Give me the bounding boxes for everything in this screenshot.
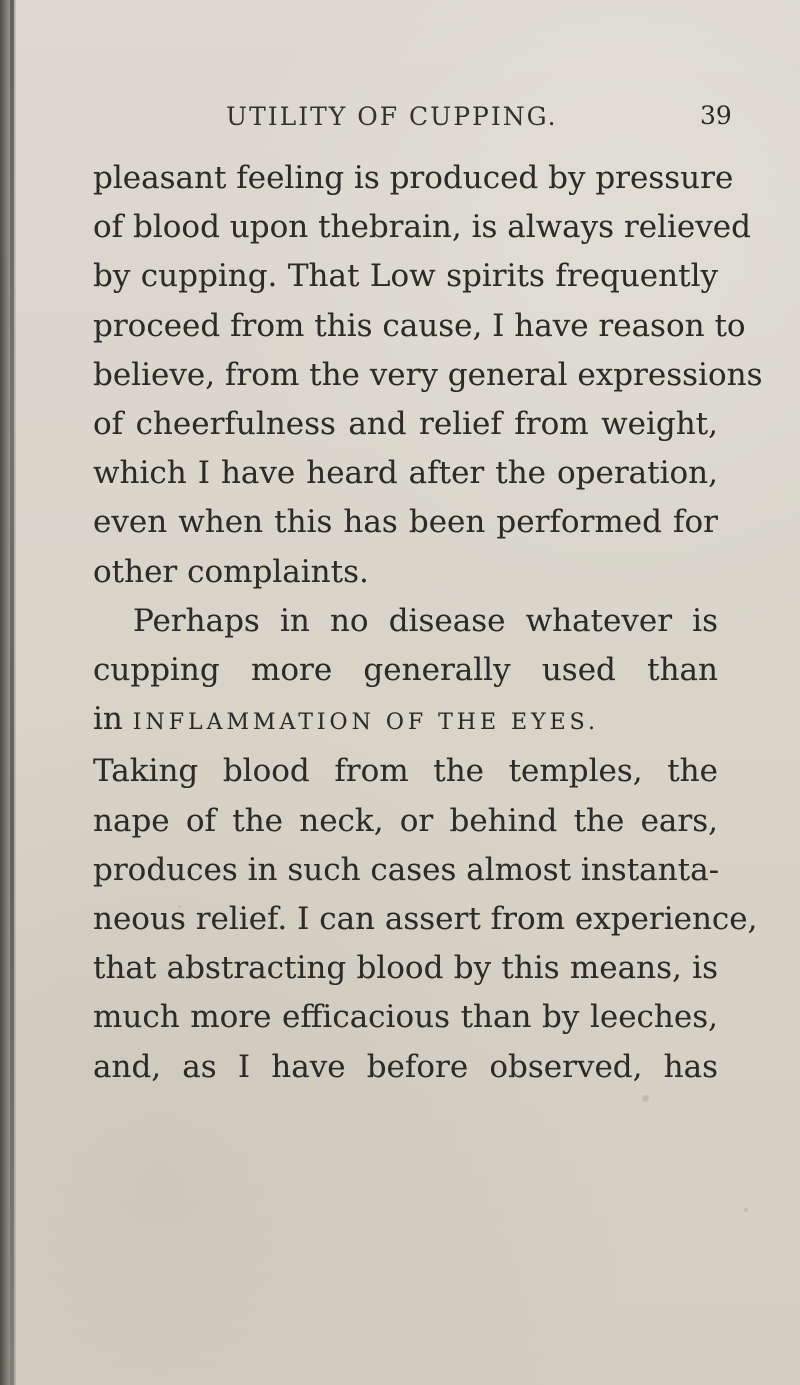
- text-line: and, as I have before observed, has: [93, 1048, 718, 1085]
- text-line: of blood upon thebrain, is always relieved: [93, 209, 751, 246]
- text-line: even when this has been performed for: [93, 504, 718, 541]
- text-line: Taking blood from the temples, the: [93, 753, 718, 790]
- text-line: other complaints.: [93, 553, 369, 590]
- header-title: UTILITY OF CUPPING.: [226, 102, 558, 131]
- paper-speck: [744, 1208, 748, 1212]
- text-line: pleasant feeling is produced by pressure: [93, 160, 734, 196]
- text-line: Perhaps in no disease whatever is: [133, 602, 718, 639]
- running-header: [0, 86, 800, 138]
- text-line: much more efficacious than by leeches,: [93, 999, 718, 1036]
- binding-gutter-line: [10, 0, 14, 1385]
- text-line: of cheerfulness and relief from weight,: [93, 406, 718, 443]
- text-line: cupping more generally used than: [93, 652, 718, 689]
- inline-heading: INFLAMMATION OF THE EYES.: [132, 710, 599, 736]
- text-line: neous relief. I can assert from experience,: [93, 901, 758, 938]
- text-line: believe, from the very general expressions: [93, 356, 763, 393]
- text-line: produces in such cases almost instanta-: [93, 851, 720, 888]
- text-line-with-heading: [93, 695, 718, 747]
- text-line: proceed from this cause, I have reason to: [93, 307, 746, 344]
- text-line: nape of the neck, or behind the ears,: [93, 802, 718, 839]
- paper-speck: [642, 1095, 649, 1102]
- text-line-prefix: in: [93, 701, 123, 738]
- text-line: by cupping. That Low spirits frequently: [93, 258, 718, 295]
- body-text: [93, 154, 763, 1092]
- text-line: which I have heard after the operation,: [93, 455, 718, 492]
- text-line: that abstracting blood by this means, is: [93, 950, 718, 987]
- page-number: 39: [700, 101, 732, 130]
